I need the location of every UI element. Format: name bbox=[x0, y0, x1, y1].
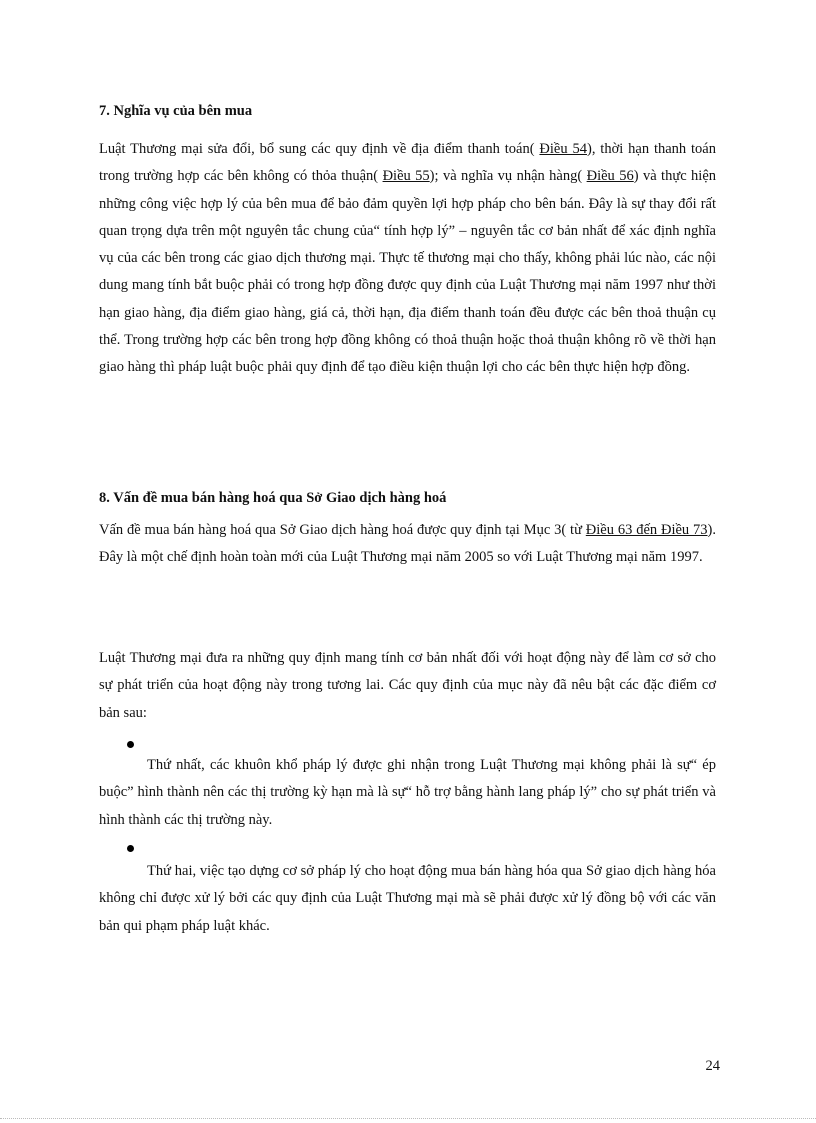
link-dieu-55[interactable]: Điều 55 bbox=[382, 168, 430, 185]
bullet-icon bbox=[127, 845, 134, 852]
text-run: ). Đây là một chế định hoàn toàn mới của Luật Thương mại năm 2005 so với Luật Thương mại năm 1997. bbox=[99, 522, 716, 566]
section-8-heading: 8. Vấn đề mua bán hàng hoá qua Sở Giao dịch hàng hoá bbox=[99, 490, 447, 506]
text-run: ), thời hạn thanh toán trong trường hợp các bên không có thỏa thuận( bbox=[99, 141, 716, 185]
text-run: Luật Thương mại sửa đổi, bổ sung các quy định về địa điểm thanh toán( bbox=[99, 141, 540, 157]
section-8-paragraph-2: Luật Thương mại đưa ra những quy định mang tính cơ bản nhất đối với hoạt động này để làm cơ sở cho sự phát triển của hoạt động này trong tương lai. Các quy định của mục này đã nêu bật các đặc điểm cơ bản sau: bbox=[99, 650, 716, 721]
text-run: ); và nghĩa vụ nhận hàng( bbox=[429, 168, 587, 185]
page-bottom-divider bbox=[0, 1118, 816, 1119]
bullet-icon bbox=[127, 741, 134, 748]
link-dieu-63-73[interactable]: Điều 63 đến Điều 73 bbox=[585, 522, 708, 538]
section-7-paragraph bbox=[99, 136, 716, 382]
section-8-paragraph-1 bbox=[99, 517, 716, 572]
link-dieu-54[interactable]: Điều 54 bbox=[539, 141, 587, 157]
text-run: Vấn đề mua bán hàng hoá qua Sở Giao dịch hàng hoá được quy định tại Mục 3( từ bbox=[99, 522, 586, 538]
link-dieu-56[interactable]: Điều 56 bbox=[586, 168, 634, 185]
bullet-item-1: Thứ nhất, các khuôn khổ pháp lý được ghi nhận trong Luật Thương mại không phải là sự“ ép buộc” hình thành nên các thị trường kỳ hạn mà là sự“ hỗ trợ bằng hành lang pháp lý” cho sự phát triển và hình thành các thị trường này. bbox=[99, 757, 716, 828]
bullet-item-2: Thứ hai, việc tạo dựng cơ sở pháp lý cho hoạt động mua bán hàng hóa qua Sở giao dịch hàng hóa không chỉ được xử lý bởi các quy định của Luật Thương mại mà sẽ phải được xử lý đồng bộ với các văn bản qui phạm pháp luật khác. bbox=[99, 863, 716, 934]
text-run: ) và thực hiện những công việc hợp lý của bên mua để bảo đảm quyền lợi hợp pháp cho bên bán. Đây là sự thay đổi rất quan trọng dựa trên một nguyên tắc chung của“ tính hợp lý” – nguyên tắc cơ bản nhất để xác định nghĩa vụ của các bên trong các giao dịch thương mại. Thực tế thương mại cho thấy, không phải lúc nào, các nội dung mang tính bắt buộc phải có trong hợp đồng được quy định của Luật Thương mại năm 1997 như thời hạn giao hàng, địa điểm giao hàng, giá cả, thời hạn, địa điểm thanh toán đều được các bên thoả thuận cụ thể. Trong trường hợp các bên trong hợp đồng không có thoả thuận hoặc thoả thuận không rõ về thời hạn giao hàng thì pháp luật buộc phải quy định để tạo điều kiện thuận lợi cho các bên thực hiện hợp đồng. bbox=[99, 168, 717, 376]
page-number: 24 bbox=[705, 1058, 720, 1074]
section-7-heading: 7. Nghĩa vụ của bên mua bbox=[99, 103, 253, 119]
